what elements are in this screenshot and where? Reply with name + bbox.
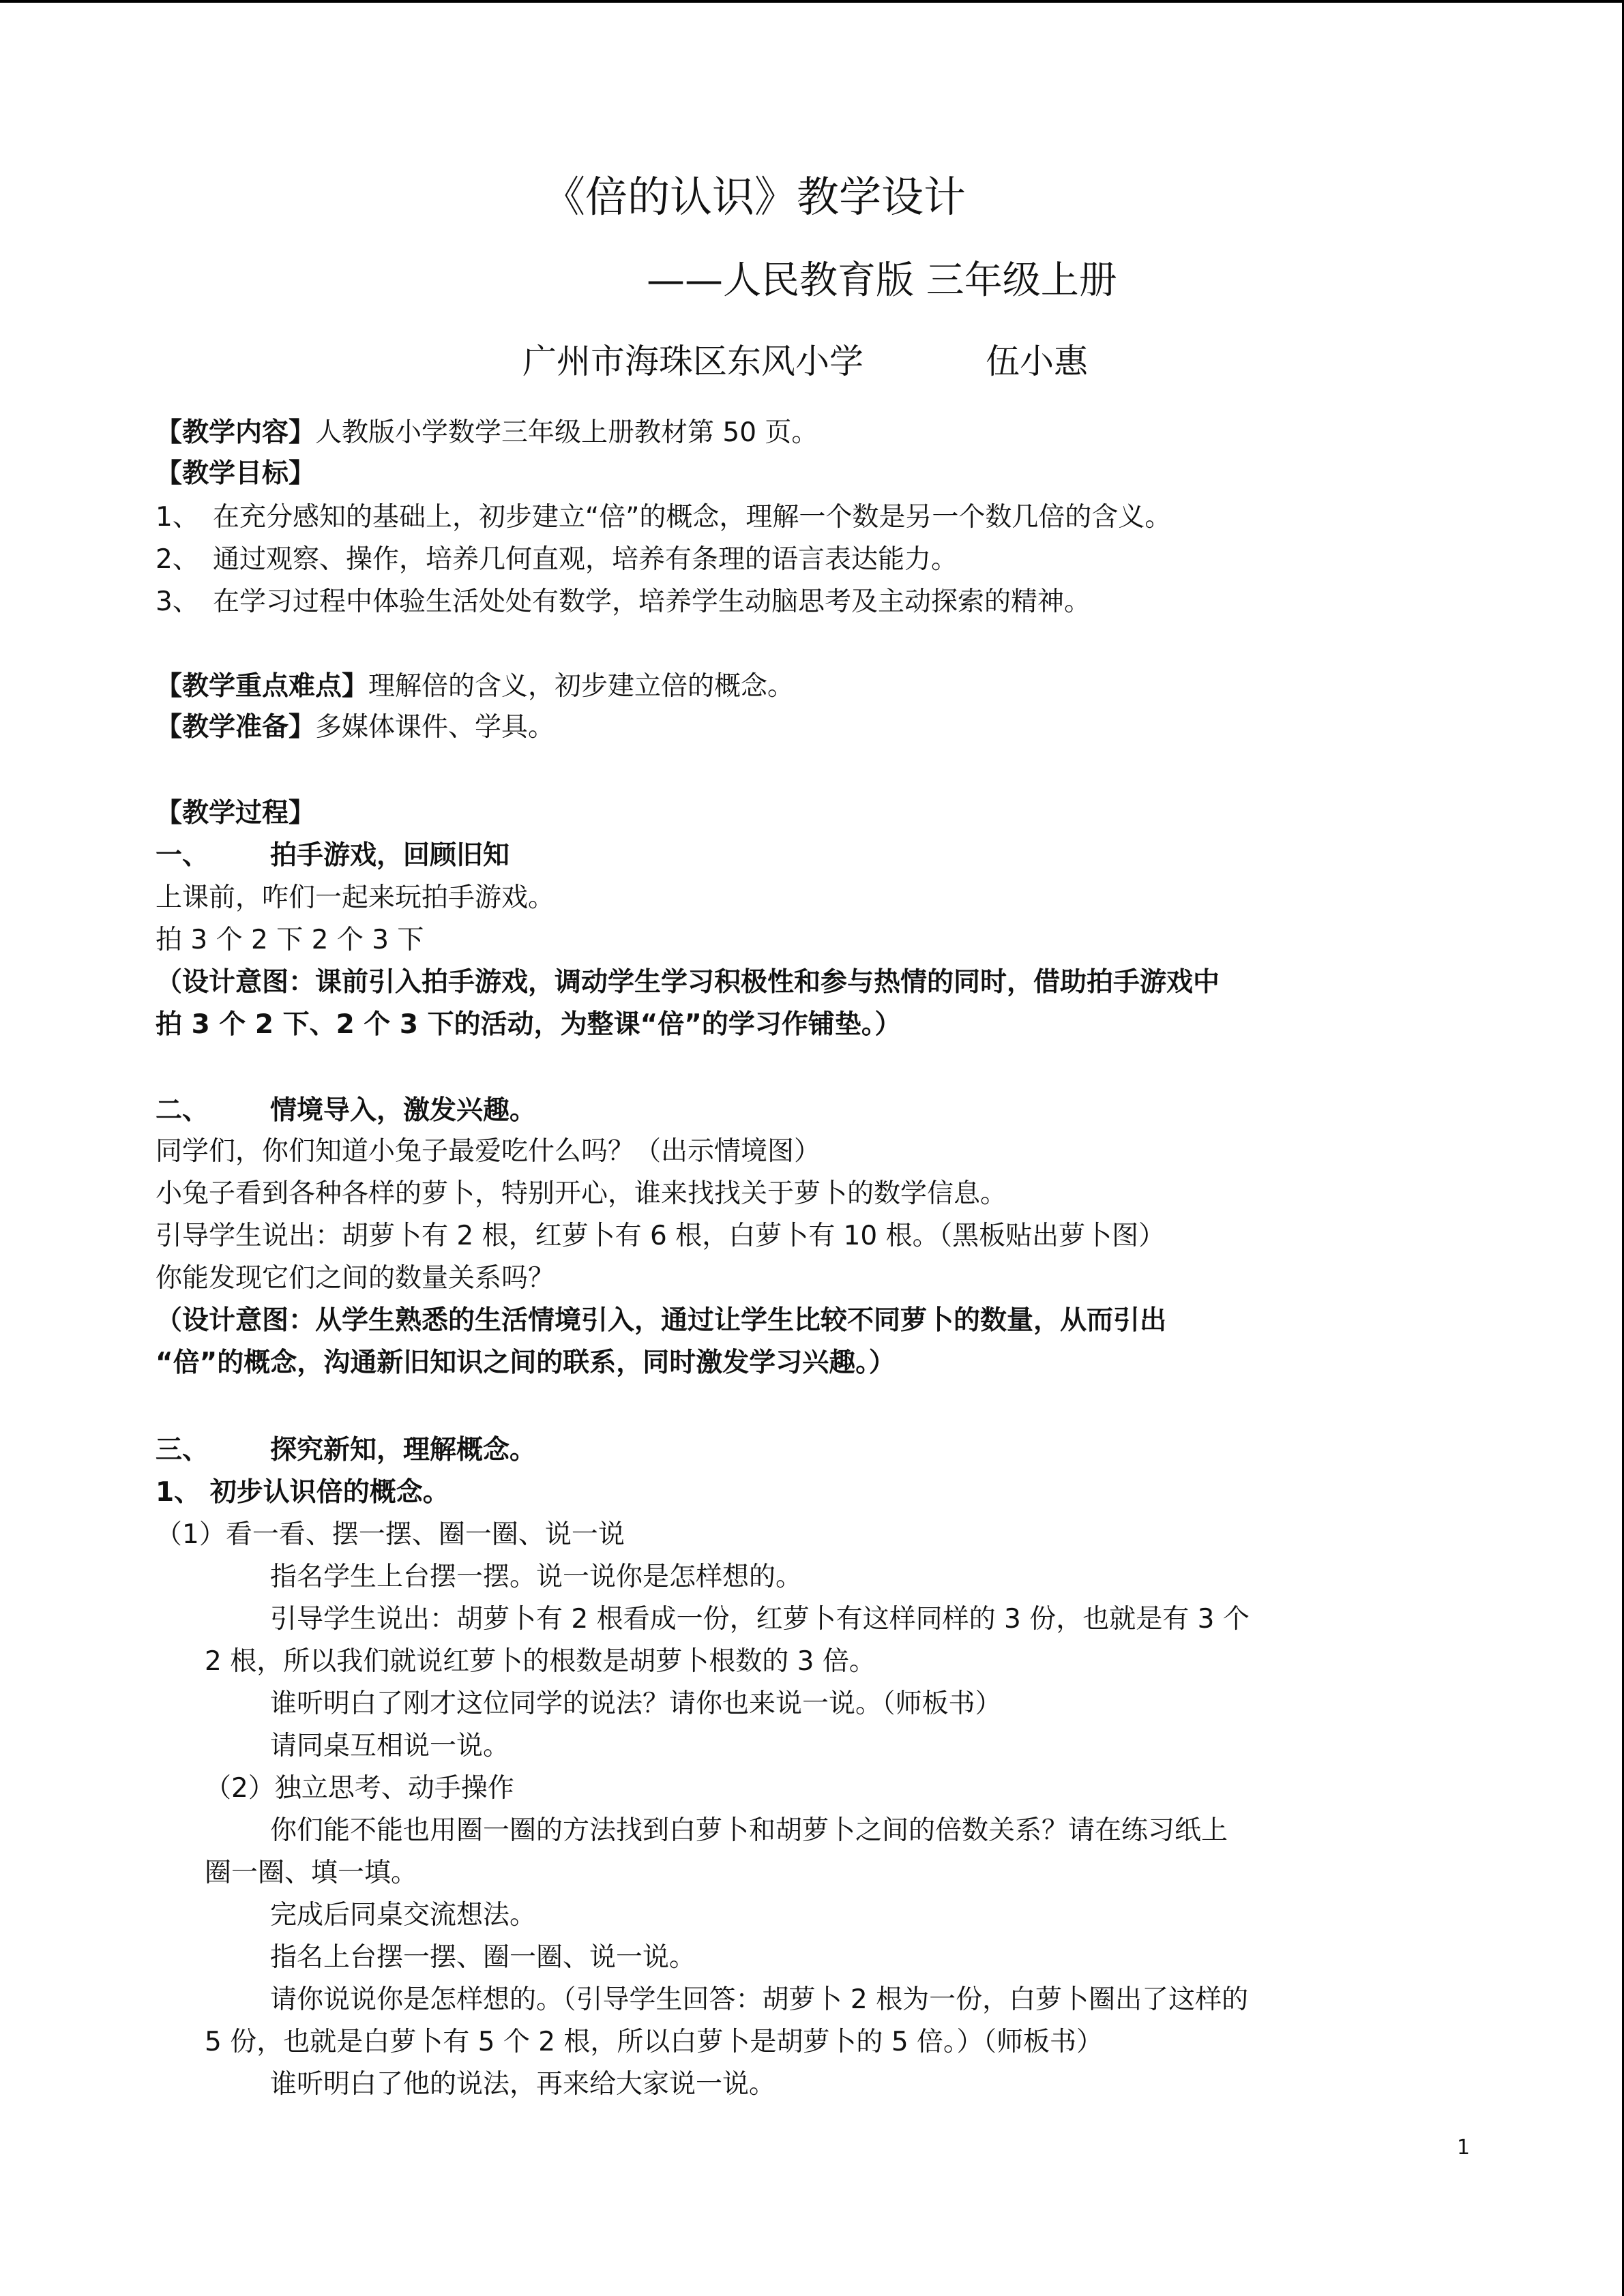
paragraph-line: 5 份，也就是白萝卜有 5 个 2 根，所以白萝卜是胡萝卜的 5 倍。）（师板书） (205, 2027, 1104, 2057)
design-intent-line: “倍”的概念，沟通新旧知识之间的联系，同时激发学习兴趣。） (156, 1347, 896, 1378)
paragraph-line: 你能发现它们之间的数量关系吗？ (156, 1263, 555, 1294)
paragraph-line: 2 根，所以我们就说红萝卜的根数是胡萝卜根数的 3 倍。 (205, 1646, 876, 1677)
paragraph-line: 请你说说你是怎样想的。（引导学生回答：胡萝卜 2 根为一份，白萝卜圈出了这样的 (270, 1984, 1249, 2015)
section-number: 三、 (156, 1435, 209, 1465)
goal-number: 3、 (156, 586, 199, 617)
goal-text: 在充分感知的基础上，初步建立“倍”的概念，理解一个数是另一个数几倍的含义。 (213, 502, 1172, 533)
step-title: （1）看一看、摆一摆、圈一圈、说一说 (156, 1519, 625, 1550)
teaching-goals-label: 【教学目标】 (156, 458, 316, 489)
goal-text: 在学习过程中体验生活处处有数学，培养学生动脑思考及主动探索的精神。 (213, 586, 1091, 617)
teaching-content-text: 人教版小学数学三年级上册教材第 50 页。 (315, 417, 818, 448)
section-number: 一、 (156, 840, 209, 871)
goal-text: 通过观察、操作，培养几何直观，培养有条理的语言表达能力。 (213, 544, 958, 575)
top-border-line (0, 0, 1624, 3)
section-title: 情境导入，激发兴趣。 (270, 1095, 537, 1126)
design-intent-line: 拍 3 个 2 下、2 个 3 下的活动，为整课“倍”的学习作铺垫。） (156, 1009, 902, 1040)
teaching-process-label: 【教学过程】 (156, 798, 316, 829)
subsection-title: 1、 初步认识倍的概念。 (156, 1477, 449, 1508)
paragraph-line: 引导学生说出：胡萝卜有 2 根，红萝卜有 6 根，白萝卜有 10 根。（黑板贴出萝卜图） (156, 1221, 1166, 1251)
goal-number: 2、 (156, 544, 199, 575)
paragraph-line: 你们能不能也用圈一圈的方法找到白萝卜和胡萝卜之间的倍数关系？请在练习纸上 (270, 1815, 1228, 1846)
paragraph-line: 拍 3 个 2 下 2 个 3 下 (156, 925, 424, 955)
key-points-label: 【教学重点难点】 (156, 671, 369, 702)
teaching-content-label: 【教学内容】 (156, 417, 316, 448)
paragraph-line: 引导学生说出：胡萝卜有 2 根看成一份，红萝卜有这样同样的 3 份，也就是有 3 个 (270, 1604, 1250, 1635)
paragraph-line: 谁听明白了刚才这位同学的说法？请你也来说一说。（师板书） (270, 1688, 1002, 1719)
document-title: 《倍的认识》教学设计 (543, 172, 966, 222)
paragraph-line: 请同桌互相说一说。 (270, 1731, 510, 1761)
paragraph-line: 小兔子看到各种各样的萝卜，特别开心，谁来找找关于萝卜的数学信息。 (156, 1178, 1007, 1209)
section-title: 探究新知，理解概念。 (270, 1435, 537, 1465)
teaching-preparation-text: 多媒体课件、学具。 (315, 712, 555, 743)
paragraph-line: 完成后同桌交流想法。 (270, 1900, 537, 1930)
paragraph-line: 谁听明白了他的说法，再来给大家说一说。 (270, 2069, 776, 2100)
teaching-content (156, 417, 818, 449)
design-intent-line: （设计意图：从学生熟悉的生活情境引入，通过让学生比较不同萝卜的数量，从而引出 (156, 1305, 1167, 1336)
design-intent-line: （设计意图：课前引入拍手游戏，调动学生学习积极性和参与热情的同时，借助拍手游戏中 (156, 967, 1220, 998)
teaching-preparation (156, 712, 555, 744)
school-name: 广州市海珠区东风小学 (522, 342, 863, 381)
document-subtitle: ——人民教育版 三年级上册 (647, 258, 1117, 303)
key-points (156, 671, 794, 703)
paragraph-line: 指名学生上台摆一摆。说一说你是怎样想的。 (270, 1562, 803, 1592)
page-number: 1 (1457, 2136, 1471, 2160)
key-points-text: 理解倍的含义，初步建立倍的概念。 (368, 671, 795, 702)
step-title: （2）独立思考、动手操作 (205, 1773, 514, 1804)
paragraph-line: 圈一圈、填一填。 (205, 1858, 418, 1888)
paragraph-line: 上课前，咋们一起来玩拍手游戏。 (156, 882, 555, 913)
paragraph-line: 指名上台摆一摆、圈一圈、说一说。 (270, 1942, 696, 1973)
goal-number: 1、 (156, 502, 199, 533)
section-title: 拍手游戏，回顾旧知 (270, 840, 510, 871)
section-number: 二、 (156, 1095, 209, 1126)
teaching-preparation-label: 【教学准备】 (156, 712, 316, 743)
paragraph-line: 同学们，你们知道小兔子最爱吃什么吗？（出示情境图） (156, 1136, 821, 1167)
teacher-name: 伍小惠 (986, 342, 1088, 381)
